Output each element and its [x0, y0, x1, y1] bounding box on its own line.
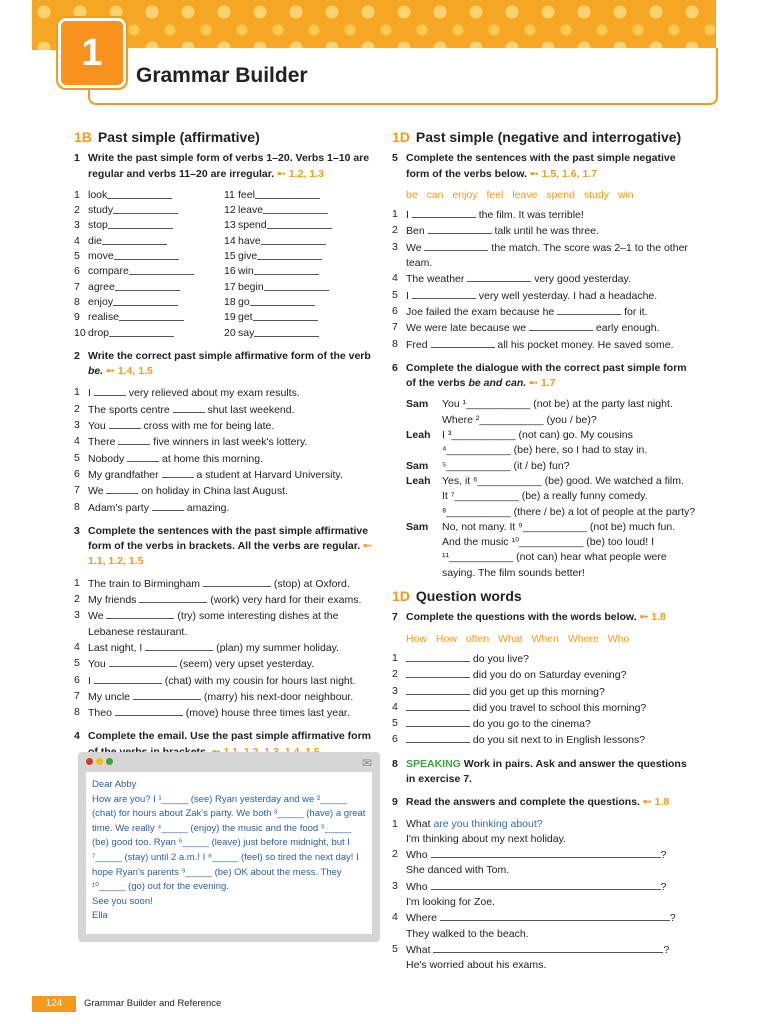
item-text: My friends (work) very hard for their exams.	[88, 594, 362, 607]
dialogue-line	[406, 474, 697, 489]
answer-blank[interactable]	[406, 684, 470, 695]
answer-blank[interactable]	[267, 218, 332, 229]
item-text: Where ?	[406, 912, 676, 925]
verb-item	[224, 310, 374, 325]
email-signature: Ella	[92, 910, 108, 922]
item-number: 7	[74, 484, 80, 497]
item-text: The train to Birmingham (stop) at Oxford.	[88, 577, 350, 590]
line-text: It ⁷___________ (be) a really funny comedy.	[442, 490, 648, 503]
verb-text: look	[88, 188, 108, 201]
answer-text: She danced with Tom.	[406, 864, 510, 877]
item-number: 2	[74, 593, 80, 606]
list-item	[74, 500, 379, 516]
exercise-5-wordbox: be can enjoy feel leave spend study win	[406, 188, 634, 201]
item-number: 3	[392, 879, 398, 892]
item-number: 6	[392, 733, 398, 746]
item-number: 8	[74, 295, 80, 308]
verb-item	[74, 310, 224, 325]
verb-item	[74, 218, 224, 233]
verb-item	[224, 326, 374, 341]
item-number: 15	[224, 250, 236, 263]
list-item	[74, 385, 379, 401]
answer-text: I'm thinking about my next holiday.	[406, 832, 566, 845]
email-text: How are you? I ¹_____ (see) Ryan yesterday and we ²_____ (chat) for hours about Zak's party. We both ³_____ (have) a great time. We really ⁴_____ (enjoy) the music and the food ⁵_____ (be) good too. Ryan ⁶_____ (leave) just before midnight, but I ⁷_____ (stay) until 2 a.m.! I ⁸_____ (feel) so tired the next day! I hope Ryan's parents ⁹_____ (be) OK about the mess. They ¹⁰_____ (go) out for the evening.	[92, 793, 366, 893]
question-item	[392, 684, 697, 700]
item-number: 6	[74, 265, 80, 278]
list-item	[74, 467, 379, 483]
list-item	[74, 576, 379, 592]
item-text: do you go to the cinema?	[406, 716, 591, 732]
answer-blank[interactable]	[109, 418, 141, 429]
item-text: do you sit next to in English lessons?	[406, 732, 645, 748]
list-item	[392, 337, 697, 353]
item-number: 4	[74, 435, 80, 448]
speaker: Leah	[406, 474, 431, 487]
item-number: 2	[392, 224, 398, 237]
item-number: 1	[392, 208, 398, 221]
verb-item	[224, 249, 374, 264]
right-column	[392, 130, 697, 974]
answer-blank[interactable]	[255, 188, 320, 199]
verb-text: leave	[238, 204, 264, 217]
item-text: The weather very good yesterday.	[406, 273, 631, 286]
item-number: 3	[74, 419, 80, 432]
item-number: 17	[224, 280, 236, 293]
item-text: did you travel to school this morning?	[406, 700, 646, 716]
verb-text: study	[88, 204, 114, 217]
item-number: 4	[392, 700, 398, 713]
line-text: You ¹___________ (not be) at the party last night.	[442, 398, 673, 411]
verb-text: have	[238, 234, 261, 247]
exercise-9-list	[392, 817, 697, 974]
answer-blank[interactable]	[162, 467, 194, 478]
answer-blank[interactable]	[263, 203, 328, 214]
speaker: Sam	[406, 459, 429, 472]
item-text: You cross with me for being late.	[88, 420, 275, 433]
answer-blank[interactable]	[108, 218, 173, 229]
item-text: Who ?	[406, 849, 667, 862]
list-item	[74, 705, 379, 721]
answer-blank[interactable]	[114, 249, 179, 260]
list-item	[392, 304, 697, 320]
item-number: 18	[224, 295, 236, 308]
item-number: 9	[74, 311, 80, 324]
list-item	[392, 288, 697, 304]
item-number: 14	[224, 234, 236, 247]
item-text: did you get up this morning?	[406, 684, 605, 700]
list-item	[392, 223, 697, 239]
list-item	[74, 640, 379, 656]
dialogue-line	[406, 550, 697, 581]
item-text: Fred all his pocket money. He saved some.	[406, 338, 674, 351]
item-number: 12	[224, 204, 236, 217]
question-item	[392, 651, 697, 667]
answer-blank[interactable]	[129, 264, 194, 275]
speaker	[406, 550, 442, 581]
item-number: 3	[74, 219, 80, 232]
verb-item	[74, 326, 224, 341]
verb-text: die	[88, 234, 103, 247]
list-item	[74, 673, 379, 689]
verb-item	[224, 203, 374, 218]
answer-blank[interactable]	[440, 910, 670, 921]
dialogue-line	[406, 397, 697, 412]
question-item	[392, 716, 697, 732]
item-number: 7	[74, 689, 80, 702]
item-number: 1	[74, 576, 80, 589]
speaker	[406, 489, 442, 504]
item-text: My uncle (marry) his next-door neighbour.	[88, 690, 354, 703]
answer-blank[interactable]	[264, 280, 329, 291]
item-number: 3	[74, 609, 80, 622]
list-item	[74, 483, 379, 499]
window-dot	[96, 758, 103, 765]
email-body	[86, 772, 372, 934]
answer-blank[interactable]	[431, 337, 495, 348]
answer-blank[interactable]	[428, 223, 492, 234]
section-heading-1b: 1B Past simple (affirmative)	[74, 129, 260, 145]
item-text: Theo (move) house three times last year.	[88, 707, 350, 720]
verb-item	[74, 295, 224, 310]
item-number: 2	[392, 848, 398, 861]
answer-blank[interactable]	[433, 942, 663, 953]
answer-blank[interactable]	[102, 234, 167, 245]
exercise-1-instruction: 1 Write the past simple form of verbs 1–20. Verbs 1–10 are regular and verbs 11–20 are irregular. ➸ 1.2, 1.3	[74, 152, 370, 180]
verb-text: win	[238, 265, 254, 278]
dialogue-line	[406, 489, 697, 504]
answer-blank[interactable]	[431, 879, 661, 890]
item-number: 2	[74, 402, 80, 415]
list-item	[74, 402, 379, 418]
exercise-7-instruction: 7 Complete the questions with the words below. ➸ 1.8	[392, 611, 666, 624]
item-number: 1	[392, 651, 398, 664]
verb-item	[74, 264, 224, 279]
answer-blank[interactable]	[145, 640, 213, 651]
page-number: 124	[32, 996, 76, 1012]
item-number: 5	[74, 657, 80, 670]
verb-text: give	[238, 250, 258, 263]
answer-blank[interactable]	[109, 656, 177, 667]
answer-blank[interactable]	[406, 716, 470, 727]
answer-blank[interactable]	[253, 310, 318, 321]
verb-item	[74, 249, 224, 264]
item-number: 4	[392, 911, 398, 924]
item-text: Nobody at home this morning.	[88, 452, 263, 465]
answer-blank[interactable]	[406, 700, 470, 711]
line-text: ¹¹___________ (not can) hear what people were saying. The film sounds better!	[442, 551, 667, 579]
item-number: 10	[74, 326, 86, 339]
verb-text: spend	[238, 219, 267, 232]
speaker: Sam	[406, 398, 429, 411]
line-text: No, not many. It ⁹___________ (not be) much fun.	[442, 520, 676, 533]
answer-blank[interactable]	[412, 288, 476, 299]
verb-item	[74, 203, 224, 218]
email-window	[78, 752, 380, 942]
exercise-5-instruction: 5 Complete the sentences with the past simple negative form of the verbs below. ➸ 1.5, 1.6, 1.7	[392, 152, 676, 180]
item-text: You (seem) very upset yesterday.	[88, 658, 315, 671]
item-number: 11	[224, 188, 235, 201]
page-title: Grammar Builder	[136, 64, 308, 87]
answer-blank[interactable]	[115, 705, 183, 716]
line-text: And the music ¹⁰___________ (be) too loud! I	[442, 536, 655, 549]
verb-text: agree	[88, 280, 115, 293]
item-number: 3	[392, 684, 398, 697]
answer-blank[interactable]	[250, 295, 315, 306]
exercise-4-instruction: 4 Complete the email. Use the past simple affirmative form	[74, 730, 371, 743]
answer-blank[interactable]	[406, 667, 470, 678]
answer-blank[interactable]	[106, 608, 174, 619]
answer-blank[interactable]	[106, 483, 138, 494]
verb-item	[224, 280, 374, 295]
item-text: did you do on Saturday evening?	[406, 667, 626, 683]
dialogue-line	[406, 443, 697, 458]
item-number: 4	[74, 234, 80, 247]
question-item	[392, 847, 697, 863]
left-column	[74, 130, 379, 766]
item-number: 2	[392, 668, 398, 681]
answer-blank[interactable]	[127, 451, 159, 462]
item-text: Who ?	[406, 880, 667, 893]
answer-blank[interactable]	[467, 271, 531, 282]
speaker	[406, 413, 442, 428]
list-item	[392, 271, 697, 287]
speaker	[406, 443, 442, 458]
item-number: 6	[392, 304, 398, 317]
line-text: ⁸___________ (there / be) a lot of people at the party?	[442, 505, 696, 518]
item-number: 16	[224, 265, 236, 278]
dialogue-line	[406, 413, 697, 428]
item-number: 1	[74, 188, 80, 201]
answer-blank[interactable]	[261, 234, 326, 245]
item-number: 5	[392, 288, 398, 301]
item-number: 8	[74, 706, 80, 719]
dialogue-line	[406, 459, 697, 474]
verb-item	[74, 280, 224, 295]
exercise-7-wordbox: How How often What When Where Who	[406, 632, 630, 645]
item-text: The sports centre shut last weekend.	[88, 403, 295, 416]
exercise-2-instruction: 2 Write the correct past simple affirmative form of the verb be. ➸ 1.4, 1.5	[74, 349, 371, 378]
item-text: I (chat) with my cousin for hours last night.	[88, 674, 356, 687]
line-text: Where ²___________ (you / be)?	[442, 413, 597, 426]
item-number: 8	[74, 500, 80, 513]
item-number: 2	[74, 204, 80, 217]
answer-blank[interactable]	[107, 188, 172, 199]
question-item	[392, 667, 697, 683]
list-item	[392, 320, 697, 336]
answer-blank[interactable]	[94, 385, 126, 396]
example-answer: are you thinking about?	[433, 817, 543, 830]
speaker: Sam	[406, 520, 429, 533]
answer-blank[interactable]	[257, 249, 322, 260]
answer-blank[interactable]	[109, 326, 174, 337]
item-text: I very well yesterday. I had a headache.	[406, 289, 658, 302]
answer-blank[interactable]	[254, 264, 319, 275]
dialogue-line	[406, 505, 697, 520]
exercise-6-instruction: 6 Complete the dialogue with the correct past simple form of the verbs be and can. ➸ 1.7	[392, 361, 687, 390]
verb-item	[224, 234, 374, 249]
answer-blank[interactable]	[173, 402, 205, 413]
list-item	[392, 240, 697, 272]
exercise-9-instruction: 9 Read the answers and complete the questions. ➸ 1.8	[392, 796, 670, 809]
question-item	[392, 732, 697, 748]
question-item	[392, 700, 697, 716]
speaker	[406, 505, 442, 520]
answer-blank[interactable]	[118, 434, 150, 445]
item-number: 19	[224, 311, 236, 324]
verb-text: enjoy	[88, 295, 114, 308]
item-text: We were late because we early enough.	[406, 322, 660, 335]
verb-text: realise	[88, 311, 119, 324]
answer-blank[interactable]	[94, 673, 162, 684]
email-close: See you soon!	[92, 895, 153, 907]
speaker	[406, 535, 442, 550]
answer-text: They walked to the beach.	[406, 927, 529, 940]
email-greeting: Dear Abby	[92, 779, 137, 790]
list-item	[74, 418, 379, 434]
item-number: 5	[392, 942, 398, 955]
item-number: 1	[392, 817, 398, 830]
item-number: 4	[392, 272, 398, 285]
answer-blank[interactable]	[203, 576, 271, 587]
footer-label: Grammar Builder and Reference	[84, 998, 222, 1009]
answer-blank[interactable]	[412, 207, 476, 218]
item-text: Adam's party amazing.	[88, 501, 230, 514]
item-number: 13	[224, 219, 236, 232]
item-text: My grandfather a student at Harvard University.	[88, 468, 343, 481]
envelope-icon: ✉	[361, 756, 372, 770]
exercise-3-list	[74, 576, 379, 722]
unit-badge: 1	[58, 18, 126, 88]
list-item	[74, 689, 379, 705]
line-text: I ³___________ (not can) go. My cousins	[442, 429, 633, 442]
item-number: 3	[392, 240, 398, 253]
verb-text: go	[238, 295, 250, 308]
verb-text: get	[238, 311, 253, 324]
verb-item	[74, 234, 224, 249]
item-text: We (try) some interesting dishes at the Lebanese restaurant.	[88, 610, 339, 638]
answer-text: I'm looking for Zoe.	[406, 896, 495, 909]
line-text: ⁴___________ (be) here, so I had to stay in.	[442, 444, 648, 457]
exercise-5-list	[392, 207, 697, 353]
item-number: 4	[74, 640, 80, 653]
exercise-8-instruction: 8 SPEAKING Work in pairs. Ask and answer the questions in exercise 7.	[392, 757, 687, 785]
item-number: 7	[74, 280, 80, 293]
item-number: 5	[392, 717, 398, 730]
question-item	[392, 879, 697, 895]
answer-blank[interactable]	[119, 310, 184, 321]
answer-blank[interactable]	[529, 320, 593, 331]
item-text: What are you thinking about?	[406, 817, 543, 830]
answer-blank[interactable]	[557, 304, 621, 315]
item-text: do you live?	[406, 651, 529, 667]
list-item	[392, 207, 697, 223]
verb-text: feel	[238, 188, 255, 201]
window-dots	[86, 758, 113, 765]
answer-blank[interactable]	[113, 203, 178, 214]
item-text: I very relieved about my exam results.	[88, 387, 300, 400]
verb-item	[224, 188, 374, 203]
question-item	[392, 817, 697, 832]
item-number: 8	[392, 337, 398, 350]
answer-blank[interactable]	[115, 280, 180, 291]
answer-blank[interactable]	[152, 500, 184, 511]
list-item	[74, 656, 379, 672]
answer-blank[interactable]	[424, 240, 488, 251]
verb-text: compare	[88, 265, 129, 278]
answer-blank[interactable]	[431, 847, 661, 858]
item-text: There five winners in last week's lottery.	[88, 436, 308, 449]
item-number: 6	[74, 673, 80, 686]
exercise-2-list	[74, 385, 379, 515]
verb-item	[224, 264, 374, 279]
answer-blank[interactable]	[139, 592, 207, 603]
item-text: What ?	[406, 943, 670, 956]
verb-item	[74, 188, 224, 203]
item-number: 6	[74, 467, 80, 480]
answer-blank[interactable]	[113, 295, 178, 306]
item-number: 20	[224, 326, 236, 339]
exercise-7-list	[392, 651, 697, 749]
answer-blank[interactable]	[254, 326, 319, 337]
window-dot	[106, 758, 113, 765]
list-item	[74, 451, 379, 467]
answer-blank[interactable]	[133, 689, 201, 700]
verb-item	[224, 218, 374, 233]
item-number: 7	[392, 321, 398, 334]
dialogue-line	[406, 428, 697, 443]
exercise-3-instruction: 3 Complete the sentences with the past simple affirmative form of the verbs in brackets. All the verbs are regular. ➸ 1.1, 1.2, 1.5	[74, 524, 372, 568]
dialogue-line	[406, 520, 697, 535]
verb-text: begin	[238, 280, 264, 293]
item-text: Ben talk until he was three.	[406, 225, 599, 238]
exercise-6-dialogue	[406, 397, 697, 581]
list-item	[74, 608, 379, 640]
item-number: 5	[74, 451, 80, 464]
speaker: Leah	[406, 429, 431, 442]
item-number: 5	[74, 250, 80, 263]
answer-blank[interactable]	[406, 651, 470, 662]
section-heading-1d: 1D Past simple (negative and interrogative)	[392, 129, 682, 145]
exercise-1-list	[74, 188, 379, 341]
header-banner	[32, 0, 716, 50]
line-text: ⁵___________ (it / be) fun?	[442, 459, 570, 472]
item-text: We on holiday in China last August.	[88, 485, 288, 498]
dialogue-line	[406, 535, 697, 550]
answer-blank[interactable]	[406, 732, 470, 743]
item-number: 1	[74, 386, 80, 399]
item-text: We the match. The score was 2–1 to the other team.	[406, 241, 688, 270]
verb-item	[224, 295, 374, 310]
list-item	[74, 592, 379, 608]
question-item	[392, 910, 697, 926]
verb-text: move	[88, 250, 114, 263]
item-text: I the film. It was terrible!	[406, 209, 584, 222]
question-item	[392, 942, 697, 958]
item-text: Last night, I (plan) my summer holiday.	[88, 641, 340, 654]
list-item	[74, 434, 379, 450]
line-text: Yes, it ⁶___________ (be) good. We watched a film.	[442, 474, 684, 487]
answer-text: He's worried about his exams.	[406, 959, 547, 972]
verb-text: say	[238, 326, 255, 339]
window-dot	[86, 758, 93, 765]
section-heading-question-words: 1D Question words	[392, 588, 522, 605]
item-text: Joe failed the exam because he for it.	[406, 305, 648, 318]
verb-text: stop	[88, 219, 108, 232]
verb-text: drop	[88, 326, 110, 339]
